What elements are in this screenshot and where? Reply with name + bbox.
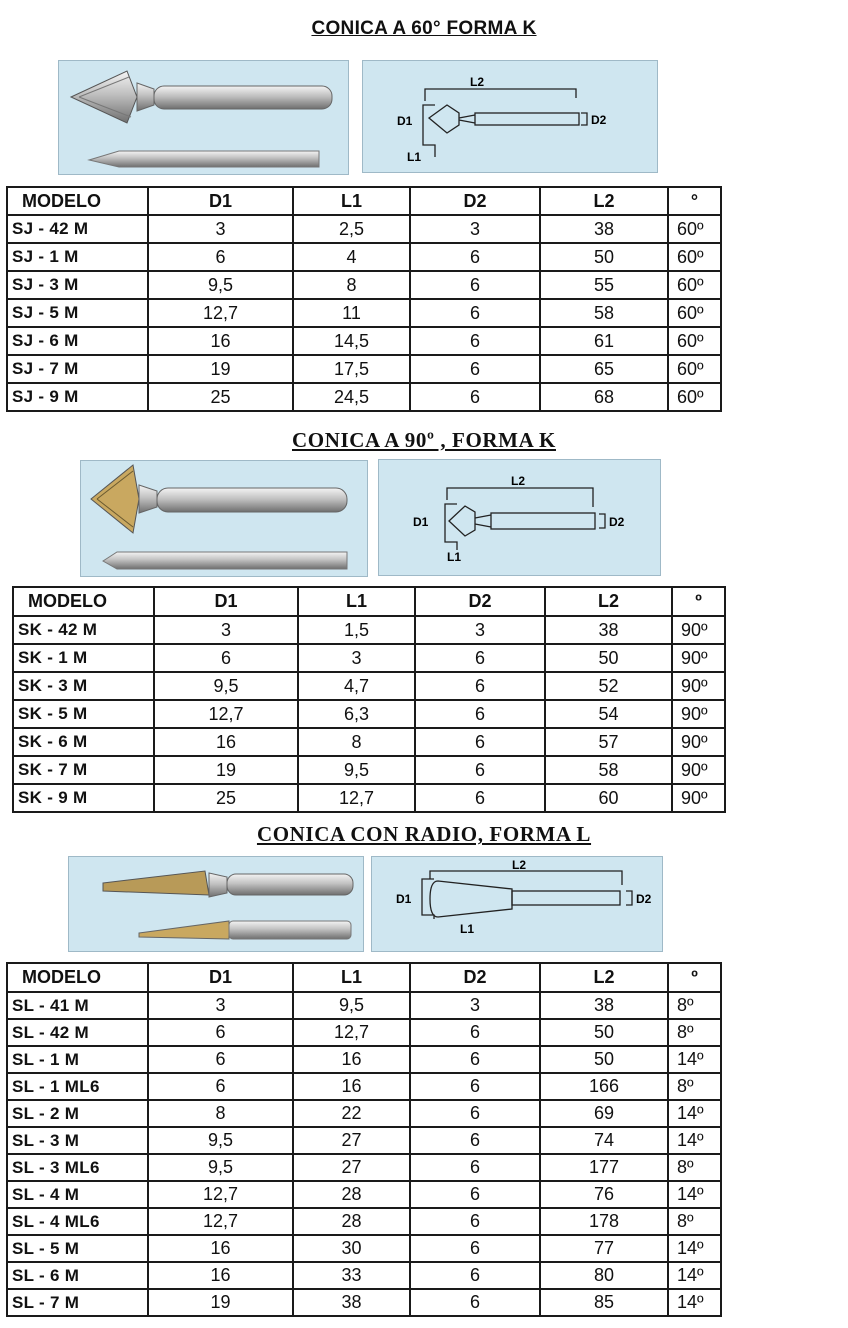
cell-d2: 3 <box>410 992 540 1019</box>
cell-d1: 9,5 <box>154 672 298 700</box>
cell-d1: 12,7 <box>148 1181 293 1208</box>
table-row <box>7 1289 721 1316</box>
cell-angle: 14º <box>668 1289 721 1316</box>
cell-d2: 6 <box>410 1181 540 1208</box>
cell-d1: 9,5 <box>148 271 293 299</box>
spec-table-90 <box>12 586 726 813</box>
cell-modelo: SL - 7 M <box>7 1289 148 1316</box>
cell-d1: 25 <box>148 383 293 411</box>
cell-d2: 6 <box>415 756 545 784</box>
diagram-radio-l1-label: L1 <box>460 922 475 936</box>
diagram-radio-drawing <box>372 857 664 953</box>
cell-angle: 14º <box>668 1235 721 1262</box>
cell-modelo: SJ - 6 M <box>7 327 148 355</box>
cell-angle: 90º <box>672 756 725 784</box>
section-title-radio: CONICA CON RADIO, FORMA L <box>256 822 592 846</box>
cell-d2: 6 <box>410 1100 540 1127</box>
cell-modelo: SL - 2 M <box>7 1100 148 1127</box>
table-header-row <box>13 587 725 616</box>
cell-modelo: SL - 6 M <box>7 1262 148 1289</box>
cell-l1: 14,5 <box>293 327 410 355</box>
diagram-60-d1-label: D1 <box>397 114 413 128</box>
cell-d2: 6 <box>415 672 545 700</box>
cell-modelo: SJ - 7 M <box>7 355 148 383</box>
cell-angle: 60º <box>668 383 721 411</box>
cell-l1: 16 <box>293 1046 410 1073</box>
table-row <box>7 383 721 411</box>
cell-d1: 3 <box>148 215 293 243</box>
col-header-modelo: MODELO <box>7 187 148 215</box>
cell-l1: 27 <box>293 1154 410 1181</box>
cell-l2: 178 <box>540 1208 668 1235</box>
cell-angle: 8º <box>668 1019 721 1046</box>
cell-d1: 16 <box>154 728 298 756</box>
cell-d2: 6 <box>410 1019 540 1046</box>
table-row <box>7 327 721 355</box>
cell-modelo: SK - 7 M <box>13 756 154 784</box>
diagram-60-l2-label: L2 <box>470 75 485 89</box>
cell-angle: 8º <box>668 1208 721 1235</box>
table-row <box>13 616 725 644</box>
diagram-radio-d2-label: D2 <box>636 892 652 906</box>
cell-l2: 74 <box>540 1127 668 1154</box>
table-row <box>7 299 721 327</box>
cell-angle: 60º <box>668 299 721 327</box>
cell-l1: 1,5 <box>298 616 415 644</box>
cell-d1: 6 <box>148 1046 293 1073</box>
cell-angle: 14º <box>668 1046 721 1073</box>
col-header-modelo: MODELO <box>13 587 154 616</box>
table-row <box>13 728 725 756</box>
cell-d1: 9,5 <box>148 1154 293 1181</box>
cell-d2: 6 <box>410 1046 540 1073</box>
cell-modelo: SJ - 9 M <box>7 383 148 411</box>
cell-d2: 6 <box>410 1208 540 1235</box>
burr-60-illustration <box>59 61 350 176</box>
cell-d1: 6 <box>148 1019 293 1046</box>
table-row <box>7 1100 721 1127</box>
cell-l2: 57 <box>545 728 672 756</box>
cell-l2: 76 <box>540 1181 668 1208</box>
spec-table-60 <box>6 186 722 412</box>
cell-l1: 8 <box>293 271 410 299</box>
table-row <box>7 992 721 1019</box>
cell-d2: 6 <box>410 271 540 299</box>
cell-l2: 85 <box>540 1289 668 1316</box>
cell-angle: 14º <box>668 1181 721 1208</box>
cell-l1: 28 <box>293 1181 410 1208</box>
table-row <box>7 271 721 299</box>
cell-angle: 90º <box>672 672 725 700</box>
cell-l2: 177 <box>540 1154 668 1181</box>
cell-l2: 38 <box>540 215 668 243</box>
cell-d2: 6 <box>410 243 540 271</box>
cell-l2: 80 <box>540 1262 668 1289</box>
cell-d2: 6 <box>410 1262 540 1289</box>
col-header-d1: D1 <box>148 963 293 992</box>
section-title-60: CONICA A 60° FORMA K <box>311 18 537 39</box>
col-header-l2: L2 <box>545 587 672 616</box>
cell-modelo: SL - 5 M <box>7 1235 148 1262</box>
cell-l2: 69 <box>540 1100 668 1127</box>
cell-l2: 52 <box>545 672 672 700</box>
diagram-radio-d1-label: D1 <box>396 892 412 906</box>
cell-l2: 61 <box>540 327 668 355</box>
cell-l1: 28 <box>293 1208 410 1235</box>
cell-modelo: SK - 6 M <box>13 728 154 756</box>
cell-l1: 12,7 <box>298 784 415 812</box>
cell-d2: 6 <box>410 383 540 411</box>
cell-l2: 60 <box>545 784 672 812</box>
cell-d2: 6 <box>410 1073 540 1100</box>
cell-modelo: SL - 3 M <box>7 1127 148 1154</box>
cell-l1: 11 <box>293 299 410 327</box>
col-header-d2: D2 <box>410 187 540 215</box>
table-header-row <box>7 187 721 215</box>
cell-l1: 33 <box>293 1262 410 1289</box>
photo-burr-radio <box>68 856 364 952</box>
cell-modelo: SJ - 3 M <box>7 271 148 299</box>
cell-d1: 25 <box>154 784 298 812</box>
cell-l2: 50 <box>540 1019 668 1046</box>
table-row <box>7 1127 721 1154</box>
cell-l2: 166 <box>540 1073 668 1100</box>
table-row <box>7 1235 721 1262</box>
cell-l1: 30 <box>293 1235 410 1262</box>
cell-angle: 90º <box>672 644 725 672</box>
cell-modelo: SK - 42 M <box>13 616 154 644</box>
cell-l2: 68 <box>540 383 668 411</box>
cell-l1: 16 <box>293 1073 410 1100</box>
table-row <box>7 1181 721 1208</box>
cell-d1: 19 <box>154 756 298 784</box>
cell-angle: 90º <box>672 784 725 812</box>
cell-angle: 60º <box>668 243 721 271</box>
photo-burr-90 <box>80 460 368 577</box>
diagram-90-l2-label: L2 <box>511 474 526 488</box>
col-header-l1: L1 <box>293 187 410 215</box>
diagram-90 <box>378 459 661 576</box>
cell-angle: 90º <box>672 728 725 756</box>
table-row <box>7 215 721 243</box>
cell-angle: 14º <box>668 1100 721 1127</box>
col-header-angle: º <box>668 963 721 992</box>
cell-l2: 77 <box>540 1235 668 1262</box>
cell-angle: 60º <box>668 355 721 383</box>
table-row <box>7 1046 721 1073</box>
diagram-90-l1-label: L1 <box>447 550 462 564</box>
table-row <box>7 243 721 271</box>
cell-d1: 19 <box>148 355 293 383</box>
diagram-90-drawing <box>379 460 662 577</box>
cell-l2: 58 <box>545 756 672 784</box>
cell-d1: 8 <box>148 1100 293 1127</box>
cell-l1: 12,7 <box>293 1019 410 1046</box>
cell-angle: 8º <box>668 1073 721 1100</box>
cell-modelo: SL - 42 M <box>7 1019 148 1046</box>
cell-l2: 50 <box>540 1046 668 1073</box>
table-row <box>13 644 725 672</box>
cell-modelo: SJ - 1 M <box>7 243 148 271</box>
cell-modelo: SK - 5 M <box>13 700 154 728</box>
diagram-60-d2-label: D2 <box>591 113 607 127</box>
cell-d1: 3 <box>154 616 298 644</box>
cell-d2: 6 <box>410 1235 540 1262</box>
cell-l1: 24,5 <box>293 383 410 411</box>
col-header-angle: ° <box>668 187 721 215</box>
table-header-row <box>7 963 721 992</box>
cell-modelo: SK - 1 M <box>13 644 154 672</box>
cell-l2: 65 <box>540 355 668 383</box>
cell-modelo: SL - 41 M <box>7 992 148 1019</box>
cell-d1: 16 <box>148 327 293 355</box>
cell-modelo: SL - 1 M <box>7 1046 148 1073</box>
diagram-60 <box>362 60 658 173</box>
table-row <box>7 1208 721 1235</box>
cell-l1: 4,7 <box>298 672 415 700</box>
cell-l2: 38 <box>545 616 672 644</box>
cell-modelo: SK - 9 M <box>13 784 154 812</box>
table-row <box>7 1019 721 1046</box>
cell-angle: 8º <box>668 1154 721 1181</box>
cell-d2: 6 <box>415 728 545 756</box>
cell-angle: 8º <box>668 992 721 1019</box>
cell-l1: 9,5 <box>298 756 415 784</box>
cell-d1: 6 <box>148 243 293 271</box>
cell-modelo: SL - 4 ML6 <box>7 1208 148 1235</box>
cell-angle: 90º <box>672 700 725 728</box>
cell-angle: 60º <box>668 271 721 299</box>
cell-angle: 14º <box>668 1127 721 1154</box>
cell-d1: 9,5 <box>148 1127 293 1154</box>
cell-d2: 6 <box>410 299 540 327</box>
cell-d1: 12,7 <box>148 1208 293 1235</box>
cell-d1: 6 <box>148 1073 293 1100</box>
cell-l2: 50 <box>545 644 672 672</box>
cell-modelo: SL - 3 ML6 <box>7 1154 148 1181</box>
cell-d2: 6 <box>410 1154 540 1181</box>
col-header-angle: º <box>672 587 725 616</box>
cell-l1: 4 <box>293 243 410 271</box>
cell-d1: 19 <box>148 1289 293 1316</box>
col-header-d1: D1 <box>154 587 298 616</box>
cell-d1: 6 <box>154 644 298 672</box>
cell-d2: 6 <box>410 355 540 383</box>
cell-angle: 90º <box>672 616 725 644</box>
section-title-90: CONICA A 90º , FORMA K <box>292 428 556 452</box>
cell-d1: 12,7 <box>154 700 298 728</box>
col-header-d1: D1 <box>148 187 293 215</box>
table-row <box>13 672 725 700</box>
table-row <box>7 1262 721 1289</box>
table-row <box>7 1154 721 1181</box>
cell-d2: 3 <box>415 616 545 644</box>
cell-angle: 14º <box>668 1262 721 1289</box>
cell-modelo: SJ - 5 M <box>7 299 148 327</box>
cell-angle: 60º <box>668 215 721 243</box>
diagram-90-d2-label: D2 <box>609 515 625 529</box>
col-header-l2: L2 <box>540 963 668 992</box>
cell-l2: 55 <box>540 271 668 299</box>
burr-90-illustration <box>81 461 369 578</box>
table-row <box>7 1073 721 1100</box>
cell-l1: 22 <box>293 1100 410 1127</box>
col-header-l2: L2 <box>540 187 668 215</box>
col-header-l1: L1 <box>293 963 410 992</box>
cell-d2: 6 <box>410 327 540 355</box>
cell-d1: 16 <box>148 1262 293 1289</box>
col-header-d2: D2 <box>410 963 540 992</box>
cell-d2: 6 <box>410 1289 540 1316</box>
cell-l1: 38 <box>293 1289 410 1316</box>
burr-radio-illustration <box>69 857 365 953</box>
cell-d2: 6 <box>415 700 545 728</box>
cell-l1: 17,5 <box>293 355 410 383</box>
col-header-l1: L1 <box>298 587 415 616</box>
diagram-60-drawing <box>363 61 659 174</box>
cell-l1: 3 <box>298 644 415 672</box>
table-row <box>7 355 721 383</box>
cell-modelo: SK - 3 M <box>13 672 154 700</box>
cell-d2: 6 <box>415 644 545 672</box>
spec-table-radio <box>6 962 722 1317</box>
col-header-modelo: MODELO <box>7 963 148 992</box>
table-row <box>13 700 725 728</box>
cell-l2: 58 <box>540 299 668 327</box>
cell-d2: 3 <box>410 215 540 243</box>
cell-angle: 60º <box>668 327 721 355</box>
cell-d2: 6 <box>415 784 545 812</box>
cell-modelo: SL - 4 M <box>7 1181 148 1208</box>
cell-d1: 16 <box>148 1235 293 1262</box>
cell-l1: 27 <box>293 1127 410 1154</box>
cell-modelo: SJ - 42 M <box>7 215 148 243</box>
cell-l1: 6,3 <box>298 700 415 728</box>
diagram-60-l1-label: L1 <box>407 150 422 164</box>
cell-l1: 8 <box>298 728 415 756</box>
cell-modelo: SL - 1 ML6 <box>7 1073 148 1100</box>
diagram-90-d1-label: D1 <box>413 515 429 529</box>
cell-l2: 38 <box>540 992 668 1019</box>
cell-l2: 54 <box>545 700 672 728</box>
cell-d1: 3 <box>148 992 293 1019</box>
table-row <box>13 756 725 784</box>
cell-l2: 50 <box>540 243 668 271</box>
cell-l1: 2,5 <box>293 215 410 243</box>
diagram-radio <box>371 856 663 952</box>
table-row <box>13 784 725 812</box>
cell-l1: 9,5 <box>293 992 410 1019</box>
diagram-radio-l2-label: L2 <box>512 858 527 872</box>
cell-d1: 12,7 <box>148 299 293 327</box>
photo-burr-60 <box>58 60 349 175</box>
cell-d2: 6 <box>410 1127 540 1154</box>
col-header-d2: D2 <box>415 587 545 616</box>
